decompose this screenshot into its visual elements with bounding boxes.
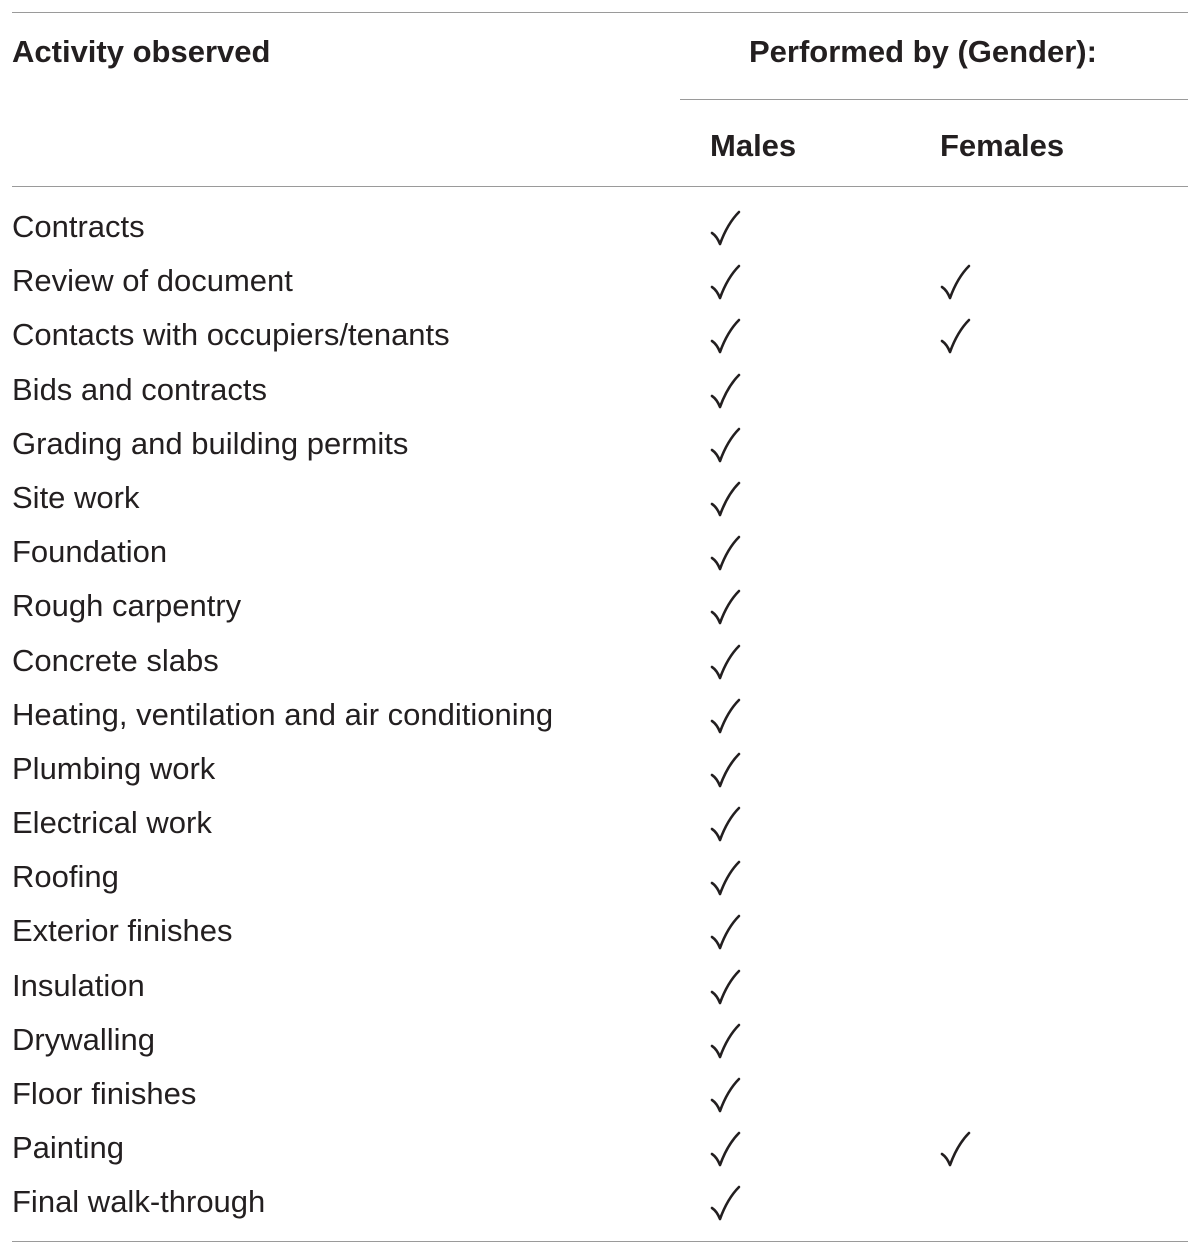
table-row	[0, 797, 1200, 851]
activity-cell: Contracts	[12, 209, 145, 244]
females-cell	[939, 859, 971, 897]
males-cell	[709, 968, 741, 1006]
column-header-females: Females	[940, 128, 1065, 163]
table-row	[0, 201, 1200, 255]
males-cell	[709, 1130, 741, 1168]
checkmark-icon	[709, 588, 741, 626]
table-row	[0, 905, 1200, 959]
checkmark-icon	[709, 643, 741, 681]
checkmark-icon	[709, 263, 741, 301]
table-row	[0, 309, 1200, 363]
females-cell	[939, 1076, 971, 1114]
activity-cell: Rough carpentry	[12, 588, 242, 624]
males-cell	[709, 751, 741, 789]
females-cell	[939, 643, 971, 681]
table-row	[0, 689, 1200, 743]
females-cell	[939, 209, 971, 247]
column-header-males: Males	[710, 128, 797, 163]
table-row	[0, 851, 1200, 905]
females-cell	[939, 805, 971, 843]
checkmark-icon	[709, 426, 741, 464]
males-cell	[709, 534, 741, 572]
females-cell	[939, 1130, 971, 1168]
checkmark-icon	[709, 805, 741, 843]
checkmark-icon	[709, 372, 741, 410]
checkmark-icon	[709, 1130, 741, 1168]
activity-cell: Insulation	[12, 967, 145, 1003]
checkmark-icon	[939, 317, 971, 355]
table-row	[0, 1176, 1200, 1230]
table-body	[0, 201, 1200, 1231]
checkmark-icon	[709, 697, 741, 735]
activity-cell: Concrete slabs	[12, 642, 219, 678]
males-cell	[709, 1022, 741, 1060]
females-cell	[939, 372, 971, 410]
table-bottom-rule	[12, 1241, 1188, 1242]
table-row	[0, 1122, 1200, 1176]
females-cell	[939, 697, 971, 735]
column-header-activity: Activity observed	[12, 34, 271, 69]
females-cell	[939, 534, 971, 572]
checkmark-icon	[709, 1184, 741, 1222]
males-cell	[709, 588, 741, 626]
males-cell	[709, 913, 741, 951]
females-cell	[939, 480, 971, 518]
males-cell	[709, 372, 741, 410]
females-cell	[939, 913, 971, 951]
table-top-rule	[12, 12, 1188, 13]
activity-cell: Plumbing work	[12, 750, 216, 786]
table-row	[0, 364, 1200, 418]
activity-cell: Electrical work	[12, 805, 212, 841]
males-cell	[709, 426, 741, 464]
activity-cell: Grading and building permits	[12, 425, 409, 461]
activity-cell: Foundation	[12, 534, 168, 570]
females-cell	[939, 1184, 971, 1222]
checkmark-icon	[709, 859, 741, 897]
checkmark-icon	[709, 751, 741, 789]
females-cell	[939, 968, 971, 1006]
males-cell	[709, 1184, 741, 1222]
checkmark-icon	[709, 968, 741, 1006]
activity-cell: Final walk-through	[12, 1184, 266, 1220]
females-cell	[939, 588, 971, 626]
females-cell	[939, 751, 971, 789]
table-row	[0, 580, 1200, 634]
table-row	[0, 418, 1200, 472]
checkmark-icon	[709, 913, 741, 951]
males-cell	[709, 697, 741, 735]
group-header-rule	[680, 99, 1188, 100]
males-cell	[709, 480, 741, 518]
checkmark-icon	[709, 480, 741, 518]
table-row	[0, 255, 1200, 309]
checkmark-icon	[709, 317, 741, 355]
table-row	[0, 743, 1200, 797]
activity-cell: Heating, ventilation and air conditioning	[12, 696, 554, 732]
activity-cell: Drywalling	[12, 1021, 155, 1057]
activity-cell: Contacts with occupiers/tenants	[12, 317, 450, 353]
checkmark-icon	[709, 1076, 741, 1114]
females-cell	[939, 426, 971, 464]
checkmark-icon	[939, 263, 971, 301]
activity-cell: Painting	[12, 1130, 125, 1166]
checkmark-icon	[709, 209, 741, 247]
females-cell	[939, 1022, 971, 1060]
table-row	[0, 1014, 1200, 1068]
males-cell	[709, 859, 741, 897]
males-cell	[709, 805, 741, 843]
males-cell	[709, 1076, 741, 1114]
column-group-header-gender: Performed by (Gender):	[749, 34, 1097, 69]
activity-cell: Exterior finishes	[12, 913, 233, 949]
table-row	[0, 472, 1200, 526]
males-cell	[709, 643, 741, 681]
table-row	[0, 960, 1200, 1014]
males-cell	[709, 317, 741, 355]
females-cell	[939, 317, 971, 355]
males-cell	[709, 209, 741, 247]
checkmark-icon	[709, 1022, 741, 1060]
activity-cell: Bids and contracts	[12, 371, 268, 407]
checkmark-icon	[939, 1130, 971, 1168]
table-row	[0, 526, 1200, 580]
activity-cell: Review of document	[12, 263, 293, 299]
table-row	[0, 635, 1200, 689]
activity-cell: Site work	[12, 479, 140, 515]
males-cell	[709, 263, 741, 301]
activity-cell: Floor finishes	[12, 1076, 197, 1111]
activity-cell: Roofing	[12, 859, 119, 895]
header-bottom-rule	[12, 186, 1188, 187]
table-row	[0, 1068, 1200, 1122]
females-cell	[939, 263, 971, 301]
checkmark-icon	[709, 534, 741, 572]
